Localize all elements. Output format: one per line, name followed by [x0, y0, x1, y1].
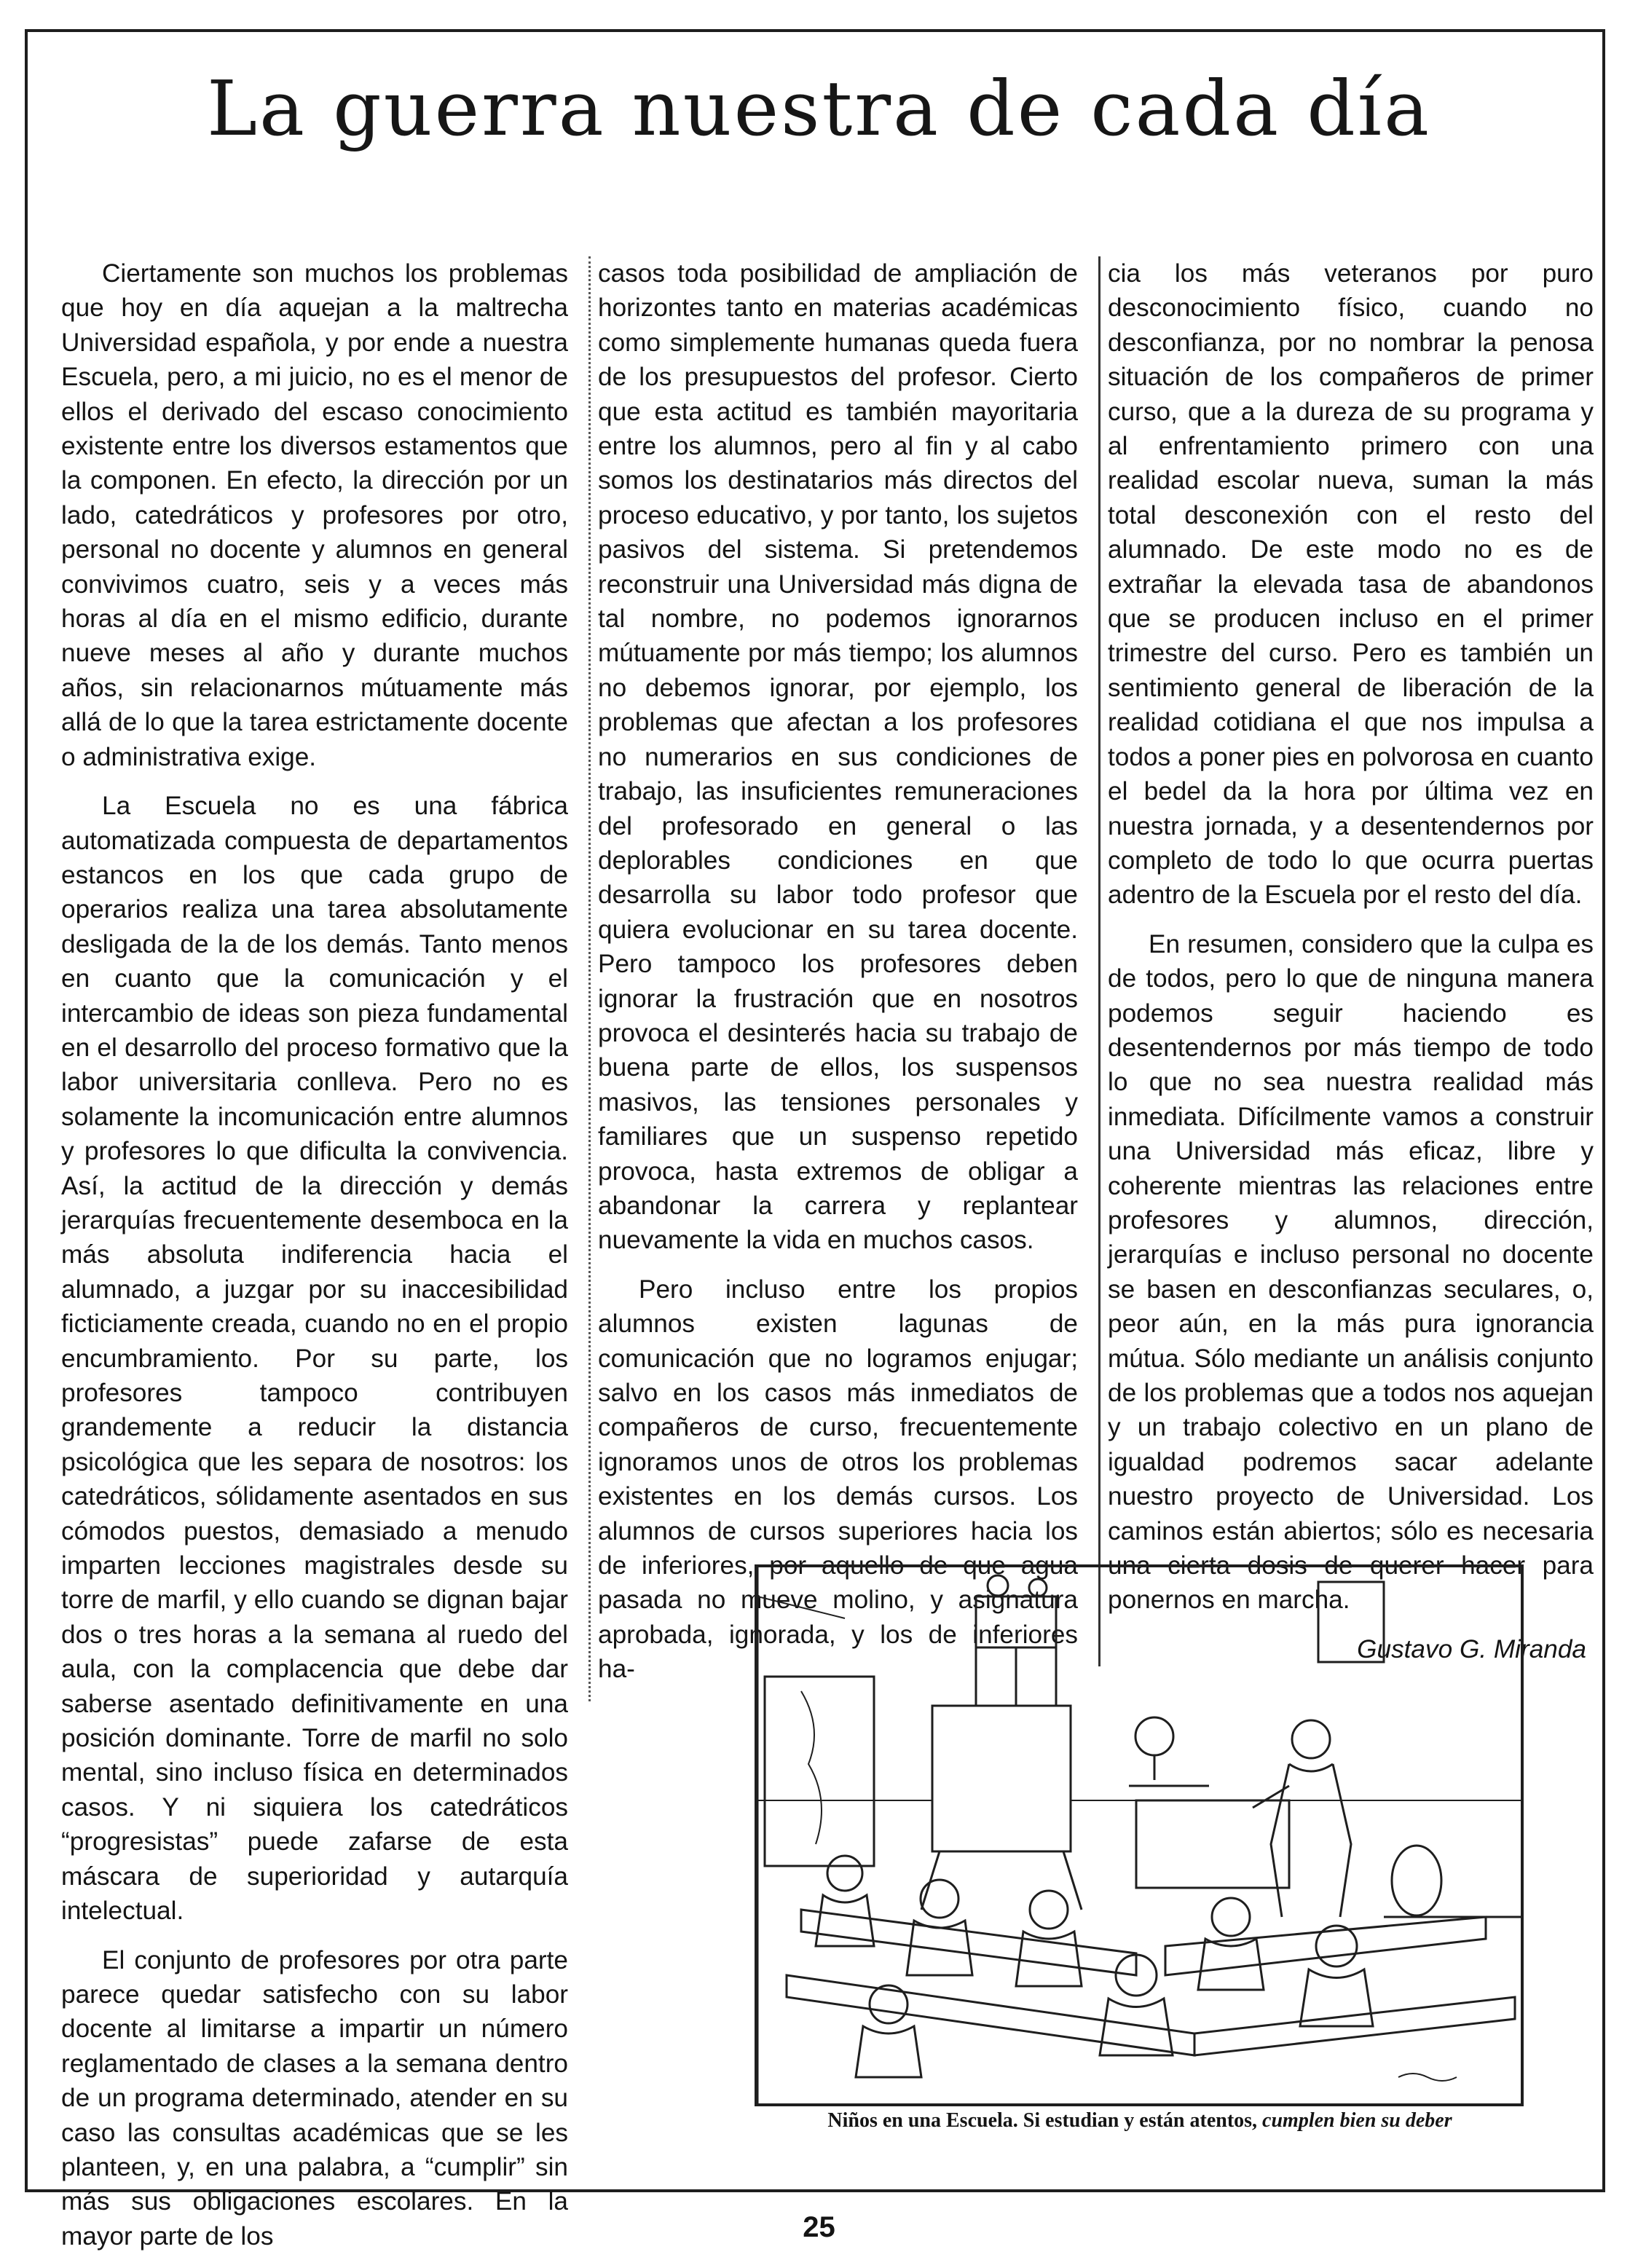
column-2 [588, 256, 1078, 1701]
paragraph: En resumen, considero que la culpa es de todos, pero lo que de ninguna manera podemos seguir haciendo es desentendernos por más tiempo de todo lo que no sea nuestra realidad más inmediata. Difícilmente vamos a construir una Universidad más eficaz, libre y coherente mientras las relaciones entre profesores y alumnos, dirección, jerarquías e incluso personal no docente se basen en desconfianzas seculares, o, peor aún, en la más pura ignorancia mútua. Sólo mediante un análisis conjunto de los problemas que a todos nos aquejan y un trabajo colectivo en un plano de igualdad podremos sacar adelante nuestro proyecto de Universidad. Los caminos están abiertos; sólo es necesaria una cierta dosis de querer hacer para ponernos en marcha. [1108, 929, 1594, 1615]
globe [1135, 1717, 1173, 1755]
paragraph: La Escuela no es una fábrica automatizada compuesta de departamentos estancos en los que cada grupo de operarios realiza una tarea absolutamente desligada de la de los demás. Tanto menos en cuanto que la comunicación y el intercambio de ideas son pieza fundamental en el desarrollo del proceso formativo que la labor universitaria conlleva. Pero no es solamente la incomunicación entre alumnos y profesores lo que dificulta la convivencia. Así, la actitud de la dirección y demás jerarquías frecuentemente desemboca en la más absoluta indiferencia hacia el alumnado, a juzgar por su inaccesibilidad ficticiamente creada, cuando no en el propio encumbramiento. Por su parte, los profesores tampoco contribuyen grandemente a reducir la distancia psicológica que les separa de nosotros: los catedráticos, sólidamente asentados en sus cómodos puestos, demasiado a menudo imparten lecciones magistrales desde su torre de marfil, y ello cuando se dignan bajar dos o tres horas a la semana al ruedo del aula, con la complacencia que debe dar saberse asentado definitivamente en una posición dominante. Torre de marfil no solo mental, sino incluso física en determinados casos. Y ni siquiera los catedráticos “progresistas” puede zafarse de esta máscara de superioridad y autarquía intelectual. [61, 792, 568, 1926]
classroom-illustration [755, 1564, 1524, 2106]
column-1 [61, 256, 568, 2268]
paragraph: casos toda posibilidad de ampliación de horizontes tanto en materias académicas como simplemente humanas queda fuera de los presupuestos del profesor. Cierto que esta actitud es también mayoritaria entre los alumnos, pero al fin y al cabo somos los destinatarios más directos del proceso educativo, y por tanto, los sujetos pasivos del sistema. Si pretendemos reconstruir una Universidad más digna de tal nombre, no podemos ignorarnos mútuamente por más tiempo; los alumnos no debemos ignorar, por ejemplo, los problemas que afectan a los profesores no numerarios en sus condiciones de trabajo, las insuficientes remuneraciones del profesorado en general o las deplorables condiciones en que desarrolla su labor todo profesor que quiera evolucionar en su tarea docente. Pero tampoco los profesores deben ignorar la frustración que en nosotros provoca el desinterés hacia su trabajo de buena parte de ellos, los suspensos masivos, las tensiones personales y familiares que un suspenso repetido provoca, hasta extremos de obligar a abandonar la carrera y replantear nuevamente la vida en muchos casos. [598, 259, 1078, 1255]
author-signature: Gustavo G. Miranda [1357, 1634, 1586, 1663]
figure-caption [757, 2109, 1522, 2133]
classroom-drawing [757, 1567, 1521, 2103]
vase [1392, 1846, 1441, 1915]
paragraph: Pero incluso entre los propios alumnos existen lagunas de comunicación que no logramos enjugar; salvo en los casos más inmediatos de compañeros de curso, frecuentemente ignoramos unos de otros los problemas existentes en los demás cursos. Los alumnos de cursos superiores hacia los de inferiores, por aquello de que agua pasada no mueve molino, y asignatura aprobada, ignorada, y los de inferiores ha- [598, 1275, 1078, 1684]
paragraph: El conjunto de profesores por otra parte parece quedar satisfecho con su labor docente al limitarse a impartir un número reglamentado de clases a la semana dentro de un programa determinado, atender en su caso las consultas académicas que se les planteen, y, en una palabra, a “cumplir” sin más sus obligaciones escolares. En la mayor parte de los [61, 1945, 568, 2251]
page-number: 25 [803, 2211, 835, 2243]
blackboard [932, 1706, 1071, 1851]
article-title: La guerra nuestra de cada día [206, 64, 1432, 153]
wall-map [765, 1677, 874, 1866]
teacher [1292, 1720, 1330, 1758]
column-3 [1098, 256, 1594, 1666]
caption-text: Niños en una Escuela. Si estudian y están atentos, [827, 2109, 1258, 2132]
caption-italic-text: cumplen bien su deber [1262, 2109, 1452, 2132]
wall-frame [1318, 1582, 1384, 1662]
paragraph: Ciertamente son muchos los problemas que hoy en día aquejan a la maltrecha Universidad española, y por ende a nuestra Escuela, pero, a mi juicio, no es el menor de ellos el derivado del escaso conocimiento existente entre los diversos estamentos que la componen. En efecto, la dirección por un lado, catedráticos y profesores por otro, personal no docente y alumnos en general convivimos cuatro, seis y a veces más horas al día en el mismo edificio, durante nueve meses al año y durante muchos años, sin relacionarnos mútuamente más allá de lo que la tarea estrictamente docente o administrativa exige. [61, 259, 568, 771]
paragraph: cia los más veteranos por puro desconocimiento físico, cuando no desconfianza, por no nombrar la penosa situación de los compañeros de primer curso, que a la dureza de su programa y al enfrentamiento primero con una realidad escolar nueva, suman la más total desconexión con el resto del alumnado. De este modo no es de extrañar la elevada tasa de abandonos que se producen incluso en el primer trimestre del curso. Pero es también un sentimiento general de liberación de la realidad cotidiana el que nos impulsa a todos a poner pies en polvorosa en cuanto el bedel da la hora por última vez en nuestra jornada, y a desentendernos por completo de todo lo que ocurra puertas adentro de la Escuela por el resto del día. [1108, 259, 1594, 910]
